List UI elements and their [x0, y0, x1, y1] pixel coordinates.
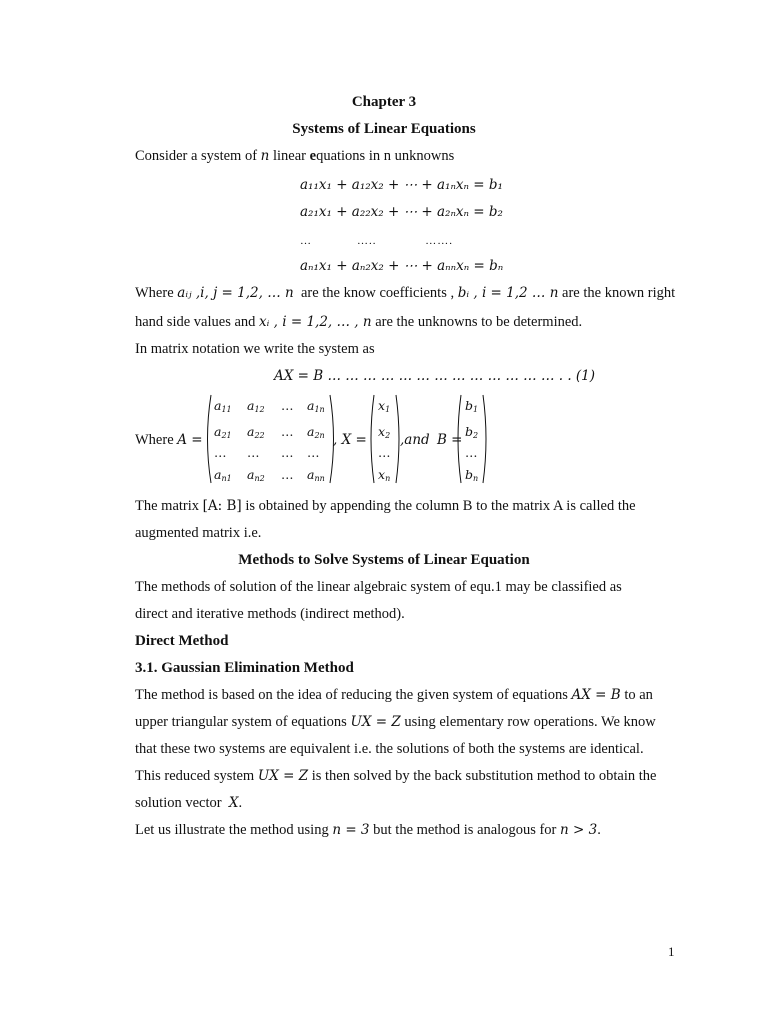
methods-line-2: direct and iterative methods (indirect method). [135, 606, 405, 622]
matrix-A-cell: … [214, 445, 227, 460]
matrix-B-cell: b2 [465, 424, 479, 440]
matrix-A-cell: … [281, 424, 294, 439]
matrix-A-cell: … [307, 445, 320, 460]
intro-paragraph: Consider a system of n linear equations in n unknowns [135, 148, 455, 164]
gauss-line-2: upper triangular system of equations UX = Z using elementary row operations. We know [135, 714, 656, 730]
gauss-line-5: solution vector X. [135, 795, 243, 811]
matrix-notation-line: In matrix notation we write the system as [135, 341, 375, 357]
matrix-A-cell: an2 [247, 467, 265, 483]
illustrate-line: Let us illustrate the method using n = 3 but the method is analogous for n > 3. [135, 822, 601, 838]
matrix-X-cell: … [378, 445, 391, 460]
where-coefficients-line: Where aᵢⱼ ,i, j = 1,2, … n are the know coefficients , bᵢ , i = 1,2 … n are the known right [135, 285, 676, 301]
matrix-A-cell: a22 [247, 424, 265, 440]
matrix-A-cell: a1n [307, 398, 325, 414]
matrix-A-cell: … [281, 398, 294, 413]
gauss-line-1: The method is based on the idea of reducing the given system of equations AX = B to an [135, 687, 653, 703]
chapter-label: Chapter 3 [351, 94, 417, 110]
and-B-label: ,and B = [400, 432, 463, 448]
chapter-title: Systems of Linear Equations [292, 121, 476, 137]
page-number: 1 [668, 944, 675, 959]
matrix-X-cell: x1 [378, 398, 391, 414]
matrix-A-cell: … [281, 445, 294, 460]
matrix-A-cell: a21 [214, 424, 232, 440]
matrix-A-cell: ann [307, 467, 325, 483]
x-label: , X = [333, 432, 367, 448]
matrix-equation: AX = B … … … … … … … … … … … … … . . (1) [274, 368, 596, 384]
matrix-X-cell: x2 [378, 424, 391, 440]
matrix-X-cell: xn [378, 467, 391, 483]
gauss-line-3: that these two systems are equivalent i.e. the solutions of both the systems are identical. [135, 741, 644, 757]
where-matrix-label: Where A = [135, 432, 203, 448]
matrix-A-cell: … [281, 467, 294, 482]
direct-method-heading: Direct Method [135, 633, 229, 649]
matrix-A-cell: a2n [307, 424, 325, 440]
equation-row-2: a₂₁x₁ + a₂₂x₂ + ⋯ + a₂ₙxₙ = b₂ [300, 204, 503, 220]
matrix-A-cell: an1 [214, 467, 232, 483]
augmented-line-2: augmented matrix i.e. [135, 525, 262, 541]
augmented-line-1: The matrix [A: B] is obtained by appending the column B to the matrix A is called the [135, 498, 636, 514]
matrix-B-cell: b1 [465, 398, 479, 414]
gaussian-heading: 3.1. Gaussian Elimination Method [135, 660, 354, 676]
matrix-B-cell: … [465, 445, 478, 460]
methods-line-1: The methods of solution of the linear algebraic system of equ.1 may be classified as [135, 579, 622, 595]
methods-heading: Methods to Solve Systems of Linear Equation [238, 552, 530, 568]
equation-ellipsis-row: … ….. ……. [300, 235, 453, 247]
matrix-A-cell: a11 [214, 398, 232, 414]
matrix-B-cell: bn [465, 467, 479, 483]
equation-row-1: a₁₁x₁ + a₁₂x₂ + ⋯ + a₁ₙxₙ = b₁ [300, 177, 503, 193]
hand-side-line: hand side values and xᵢ , i = 1,2, … , n are the unknowns to be determined. [135, 314, 583, 330]
gauss-line-4: This reduced system UX = Z is then solved by the back substitution method to obtain the [135, 768, 657, 784]
equation-row-n: aₙ₁x₁ + aₙ₂x₂ + ⋯ + aₙₙxₙ = bₙ [300, 258, 504, 274]
matrix-A-cell: a12 [247, 398, 265, 414]
matrix-A-cell: … [247, 445, 260, 460]
